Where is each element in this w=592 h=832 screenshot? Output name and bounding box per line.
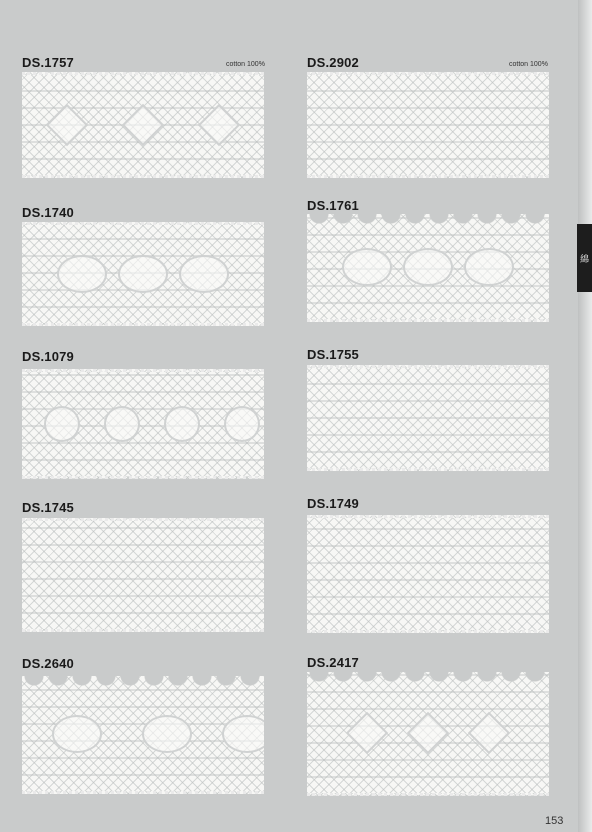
product-code-1079: DS.1079 (22, 349, 74, 364)
product-code-1740: DS.1740 (22, 205, 74, 220)
lace-motif (407, 711, 449, 753)
lace-swatch-1761 (307, 214, 549, 322)
lace-motif (118, 255, 168, 293)
lace-swatch-1740 (22, 222, 264, 326)
lace-motif (46, 104, 88, 146)
product-code-1757: DS.1757 (22, 55, 74, 70)
lace-swatch-1757 (22, 72, 264, 178)
lace-swatch-1745 (22, 518, 264, 632)
lace-motif (142, 715, 192, 753)
lace-motif (179, 255, 229, 293)
lace-motif (224, 406, 260, 442)
composition-label-left: cotton 100% (226, 61, 265, 68)
page-edge (578, 0, 592, 832)
lace-swatch-1079 (22, 369, 264, 479)
lace-motif (464, 248, 514, 286)
lace-motif (57, 255, 107, 293)
lace-motif (198, 104, 240, 146)
product-code-1745: DS.1745 (22, 500, 74, 515)
lace-motif (122, 104, 164, 146)
lace-motif (222, 715, 272, 753)
lace-swatch-1755 (307, 365, 549, 471)
section-tab: 綿 (577, 224, 592, 292)
product-code-1749: DS.1749 (307, 496, 359, 511)
page-number: 153 (545, 815, 564, 827)
lace-motif (342, 248, 392, 286)
lace-motif (403, 248, 453, 286)
lace-motif (164, 406, 200, 442)
product-code-2417: DS.2417 (307, 655, 359, 670)
product-code-2640: DS.2640 (22, 656, 74, 671)
lace-motif (104, 406, 140, 442)
product-code-2902: DS.2902 (307, 55, 359, 70)
lace-motif (44, 406, 80, 442)
composition-label-right: cotton 100% (509, 61, 548, 68)
lace-swatch-2640 (22, 676, 264, 794)
lace-swatch-2902 (307, 72, 549, 178)
lace-motif (346, 711, 388, 753)
lace-swatch-1749 (307, 515, 549, 633)
lace-swatch-2417 (307, 672, 549, 796)
lace-motif (52, 715, 102, 753)
product-code-1755: DS.1755 (307, 347, 359, 362)
lace-motif (468, 711, 510, 753)
product-code-1761: DS.1761 (307, 198, 359, 213)
